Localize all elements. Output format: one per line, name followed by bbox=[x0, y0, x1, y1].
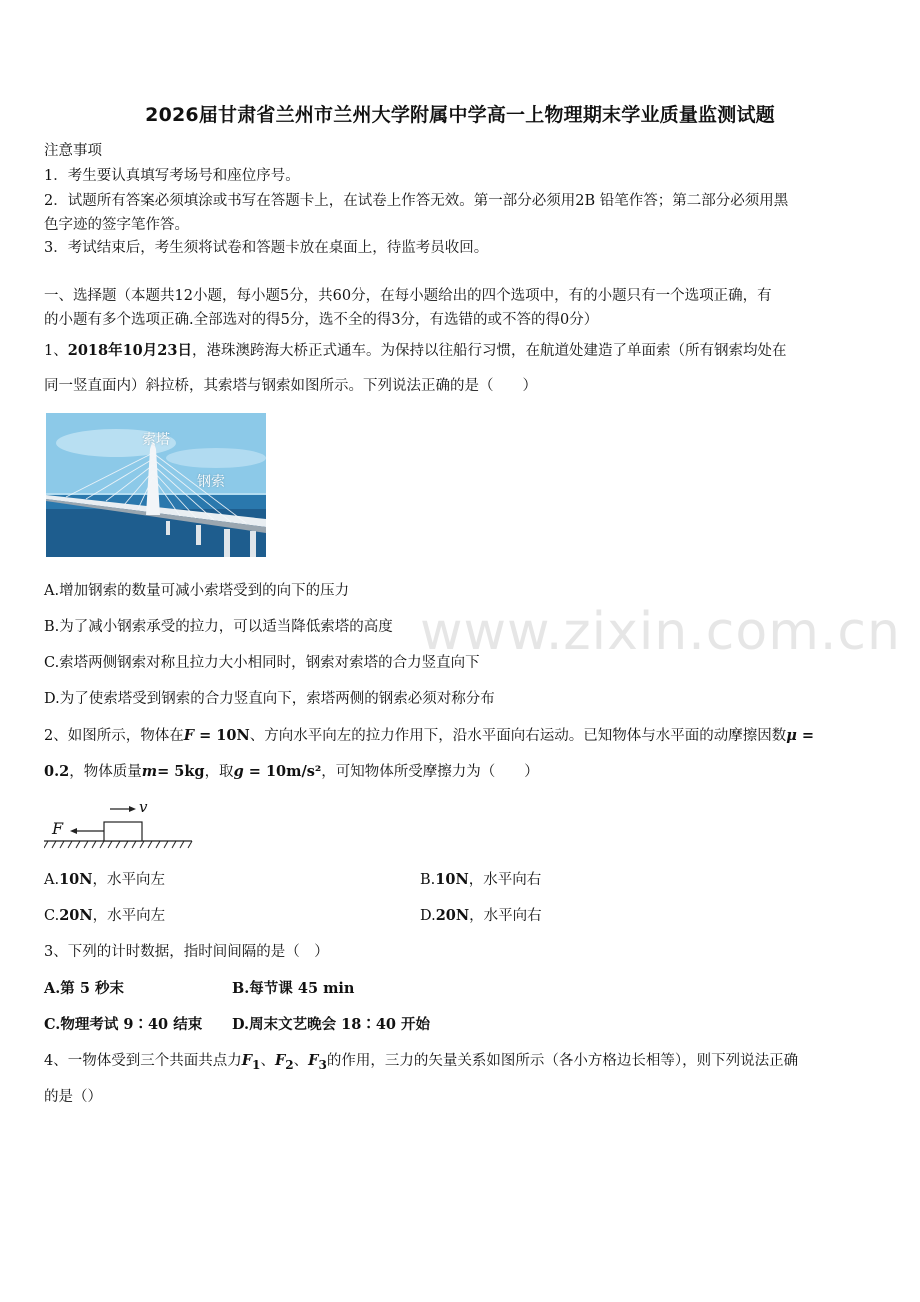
q4-text-1: 4、一物体受到三个共面共点力 bbox=[44, 1053, 242, 1069]
watermark: www.zixin.com.cn bbox=[420, 602, 901, 662]
q4-sub-3: 3 bbox=[318, 1057, 327, 1072]
q1-stem-rest: ，港珠澳跨海大桥正式通车。为保持以往船行习惯，在航道处建造了单面索（所有钢索均处在 bbox=[191, 343, 787, 359]
q2-option-d-dir: ，水平向右 bbox=[469, 908, 542, 924]
bridge-photo bbox=[46, 413, 266, 557]
q2-stem-line2 bbox=[44, 760, 539, 781]
notice-item-1: 1．考生要认真填写考场号和座位序号。 bbox=[44, 168, 300, 184]
q4-sep-1: 、 bbox=[260, 1053, 275, 1069]
q2-option-c bbox=[44, 904, 165, 925]
q2-option-c-value: 20N bbox=[59, 907, 93, 924]
q2-text-3: ，物体质量 bbox=[69, 764, 142, 780]
force-label: F bbox=[52, 819, 64, 838]
q1-option-c: C.索塔两侧钢索对称且拉力大小相同时，钢索对索塔的合力竖直向下 bbox=[44, 655, 480, 671]
q4-var-f3: F bbox=[308, 1052, 319, 1069]
notice-heading: 注意事项 bbox=[44, 143, 102, 159]
q2-var-f: F bbox=[183, 727, 195, 744]
q2-mu-value: 0.2 bbox=[44, 763, 70, 780]
q4-stem-line1 bbox=[44, 1049, 798, 1072]
q2-option-c-letter: C. bbox=[44, 908, 60, 924]
q4-sep-2: 、 bbox=[293, 1053, 309, 1069]
q1-option-d: D.为了使索塔受到钢索的合力竖直向下，索塔两侧的钢索必须对称分布 bbox=[44, 691, 495, 707]
q2-option-c-dir: ，水平向左 bbox=[92, 908, 166, 924]
velocity-label: v bbox=[139, 798, 148, 816]
page-title: 2026届甘肃省兰州市兰州大学附属中学高一上物理期末学业质量监测试题 bbox=[145, 104, 775, 126]
notice-item-2: 2．试题所有答案必须填涂或书写在答题卡上，在试卷上作答无效。第一部分必须用2B 铅笔作答；第二部分必须用黑 bbox=[44, 193, 789, 209]
q2-option-b-value: 10N bbox=[435, 871, 469, 888]
q2-option-a-letter: A. bbox=[44, 872, 60, 888]
q2-g-value: = 10m/s² bbox=[243, 763, 322, 780]
q2-option-b-letter: B. bbox=[420, 872, 436, 888]
section-heading-line1: 一、选择题（本题共12小题，每小题5分，共60分，在每小题给出的四个选项中，有的小题只有一个选项正确，有 bbox=[44, 288, 772, 304]
q2-var-mu: μ bbox=[786, 727, 797, 744]
q1-option-a: A.增加钢索的数量可减小索塔受到的向下的压力 bbox=[44, 583, 350, 599]
notice-item-3: 3．考试结束后，考生须将试卷和答题卡放在桌面上，待监考员收回。 bbox=[44, 240, 489, 256]
section-heading-line2: 的小题有多个选项正确.全部选对的得5分，选不全的得3分，有选错的或不答的得0分） bbox=[44, 312, 599, 328]
q2-option-d bbox=[420, 904, 542, 925]
q3-option-b: B.每节课 45 min bbox=[232, 980, 355, 997]
q4-sub-1: 1 bbox=[252, 1057, 261, 1072]
q1-option-b: B.为了减小钢索承受的拉力，可以适当降低索塔的高度 bbox=[44, 619, 393, 635]
q2-var-g: g bbox=[233, 763, 244, 780]
q2-stem-line1 bbox=[44, 724, 814, 745]
tower-label: 索塔 bbox=[142, 432, 170, 448]
q2-eq: = bbox=[796, 727, 815, 744]
q4-text-2: 的作用，三力的矢量关系如图所示（各小方格边长相等），则下列说法正确 bbox=[326, 1053, 799, 1069]
q2-text-2: 、方向水平向左的拉力作用下，沿水平面向右运动。已知物体与水平面的动摩擦因数 bbox=[249, 728, 787, 744]
q2-text-4: ，取 bbox=[204, 764, 234, 780]
block-diagram-svg bbox=[44, 798, 194, 850]
cable-label: 钢索 bbox=[197, 474, 225, 490]
q3-option-c: C.物理考试 9∶40 结束 bbox=[44, 1016, 203, 1033]
q4-var-f2: F bbox=[274, 1052, 286, 1069]
q2-option-a-dir: ，水平向左 bbox=[92, 872, 166, 888]
notice-item-2-cont: 色字迹的签字笔作答。 bbox=[44, 217, 189, 233]
q2-text-1: 2、如图所示，物体在 bbox=[44, 728, 184, 744]
q2-option-b bbox=[420, 868, 541, 889]
q4-sub-2: 2 bbox=[285, 1057, 294, 1072]
q2-option-d-letter: D. bbox=[420, 908, 436, 924]
q2-force-value: = 10N bbox=[194, 727, 250, 744]
q3-option-a: A.第 5 秒末 bbox=[44, 980, 124, 997]
q1-stem-line1 bbox=[44, 339, 786, 360]
q2-mass-value: = 5kg bbox=[157, 763, 205, 780]
q3-stem: 3、下列的计时数据，指时间间隔的是（ ） bbox=[44, 944, 329, 960]
q1-prefix: 1、 bbox=[44, 343, 68, 359]
q2-text-5: ，可知物体所受摩擦力为（ ） bbox=[321, 764, 539, 780]
q2-option-a-value: 10N bbox=[59, 871, 93, 888]
q2-var-m: m bbox=[141, 763, 158, 780]
q1-date: 2018年10月23日 bbox=[67, 342, 192, 359]
q1-stem-line2: 同一竖直面内）斜拉桥，其索塔与钢索如图所示。下列说法正确的是（ ） bbox=[44, 378, 537, 394]
block-force-diagram bbox=[44, 798, 194, 850]
q2-option-d-value: 20N bbox=[435, 907, 470, 924]
q4-var-f1: F bbox=[241, 1052, 253, 1069]
q2-option-a bbox=[44, 868, 165, 889]
q2-option-b-dir: ，水平向右 bbox=[468, 872, 542, 888]
q3-option-d: D.周末文艺晚会 18∶40 开始 bbox=[232, 1016, 431, 1033]
q4-stem-line2: 的是（） bbox=[44, 1089, 102, 1105]
